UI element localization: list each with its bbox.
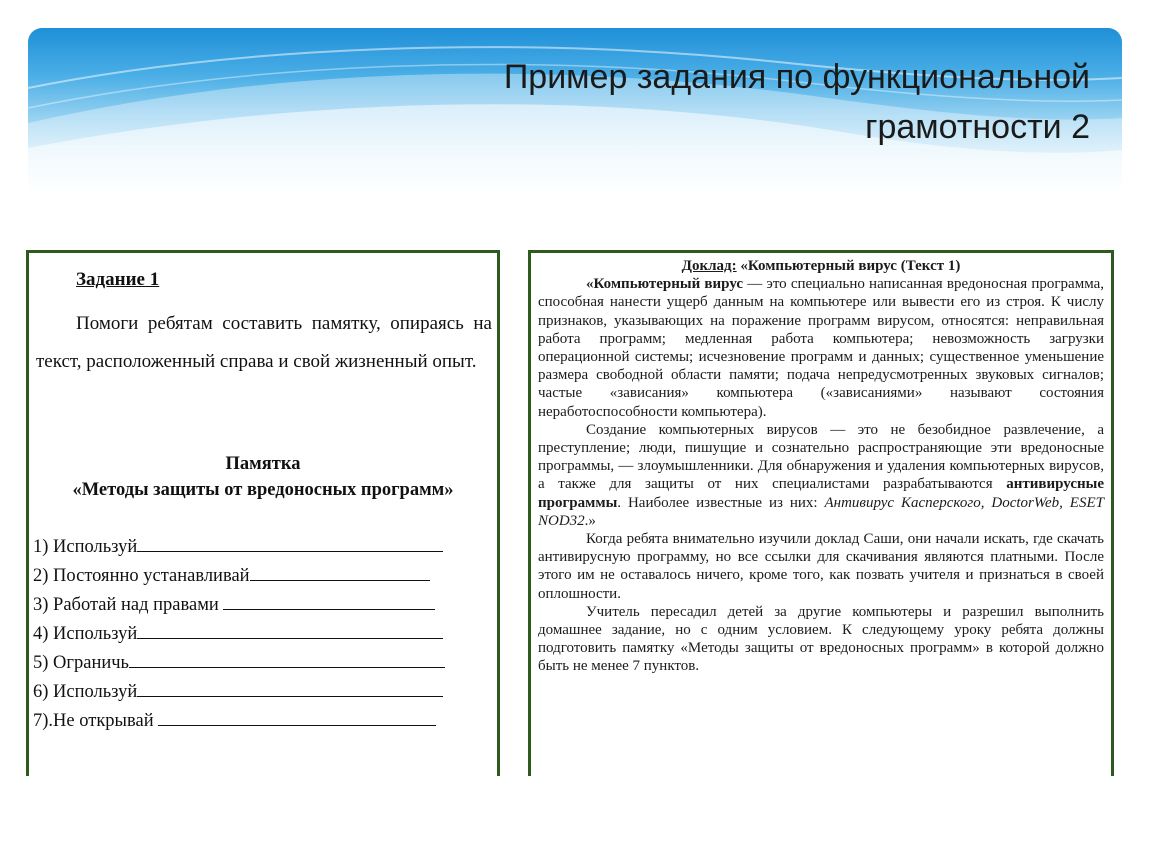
report-paragraph-3: Когда ребята внимательно изучили доклад Саши, они начали искать, где скачать антивирусную программу, но все ссылки для скачивания являются платными. После этого им не оставалось ничего, кроме того, как позвать учителя и признаться в своей оплошности. xyxy=(538,531,1104,602)
memo-item xyxy=(33,560,445,589)
report-term: «Компьютерный вирус xyxy=(586,276,744,293)
report-paragraph-2 xyxy=(538,421,1104,530)
task-panel xyxy=(26,250,500,776)
report-p2-end: .» xyxy=(584,512,596,529)
task-text: Помоги ребятам составить памятку, опираясь на текст, расположенный справа и свой жизненный опыт. xyxy=(36,313,492,372)
report-paragraph-4: Учитель пересадил детей за другие компьютеры и разрешил выполнить домашнее задание, но с одним условием. К следующему уроку ребята должны подготовить памятку «Методы защиты от вредоносных программ» в которой должно быть не менее 7 пунктов. xyxy=(538,603,1104,675)
memo-title xyxy=(29,451,497,503)
memo-item-blank[interactable] xyxy=(137,531,443,552)
report-antivirus-term: антивирусные программы xyxy=(538,476,1104,511)
slide-title xyxy=(450,52,1090,152)
memo-title-line1: Памятка xyxy=(225,454,301,474)
memo-item-blank[interactable] xyxy=(223,589,435,610)
memo-item xyxy=(33,676,445,705)
task-heading: Задание 1 xyxy=(76,269,160,290)
memo-item-blank[interactable] xyxy=(137,618,443,639)
report-title-prefix: Доклад: xyxy=(681,258,737,274)
memo-item xyxy=(33,647,445,676)
memo-item-blank[interactable] xyxy=(137,676,443,697)
memo-item-label: 6) Используй xyxy=(33,682,138,702)
report-p2-text: Создание компьютерных вирусов — это не безобидное развлечение, а преступление; люди, пишущие и сознательно распространяющие эти вредоносные программы, — злоумышленники. Для обнаружения и удаления компьютерных вирусов, а также для защиты от них специалистами разрабатываются xyxy=(538,421,1104,493)
report-antivirus-names: Антивирус Касперского, DoctorWeb, ESET NOD32 xyxy=(538,494,1104,529)
memo-item-blank[interactable] xyxy=(250,560,430,581)
memo-title-line2: «Методы защиты от вредоносных программ» xyxy=(72,480,454,500)
memo-item-label: 4) Используй xyxy=(33,624,138,644)
memo-item-label: 5) Ограничь xyxy=(33,653,129,673)
memo-item xyxy=(33,705,445,734)
memo-item-label: 3) Работай над правами xyxy=(33,595,219,615)
memo-item xyxy=(33,589,445,618)
memo-item-label: 7).Не открывай xyxy=(33,711,154,731)
slide-title-line2: грамотности 2 xyxy=(865,108,1090,146)
memo-list xyxy=(33,531,445,734)
report-text xyxy=(538,257,1104,676)
slide-title-line1: Пример задания по функциональной xyxy=(503,58,1090,96)
report-p2-mid: . Наиболее известные из них: xyxy=(617,494,825,511)
memo-item xyxy=(33,618,445,647)
memo-item-blank[interactable] xyxy=(158,705,436,726)
report-paragraph-1 xyxy=(538,275,1104,421)
report-panel xyxy=(528,250,1114,776)
memo-item-blank[interactable] xyxy=(129,647,445,668)
report-title-rest: «Компьютерный вирус (Текст 1) xyxy=(736,258,961,274)
memo-item xyxy=(33,531,445,560)
memo-item-label: 2) Постоянно устанавливай xyxy=(33,566,250,586)
report-title xyxy=(538,257,1104,275)
memo-item-label: 1) Используй xyxy=(33,537,138,557)
report-p1-text: — это специально написанная вредоносная программа, способная нанести ущерб данным на компьютере или вывести его из строя. К числу признаков, указывающих на поражение программ вирусом, относятся: неправильная работа программ; медленная работа компьютера; невозможность загрузки операционной системы; исчезновение программ и данных; существенное уменьшение размера свободной области памяти; подача непредусмотренных звуковых сигналов; частые «зависания» компьютера («зависаниями» называют состояния неработоспособности компьютера). xyxy=(538,276,1104,420)
